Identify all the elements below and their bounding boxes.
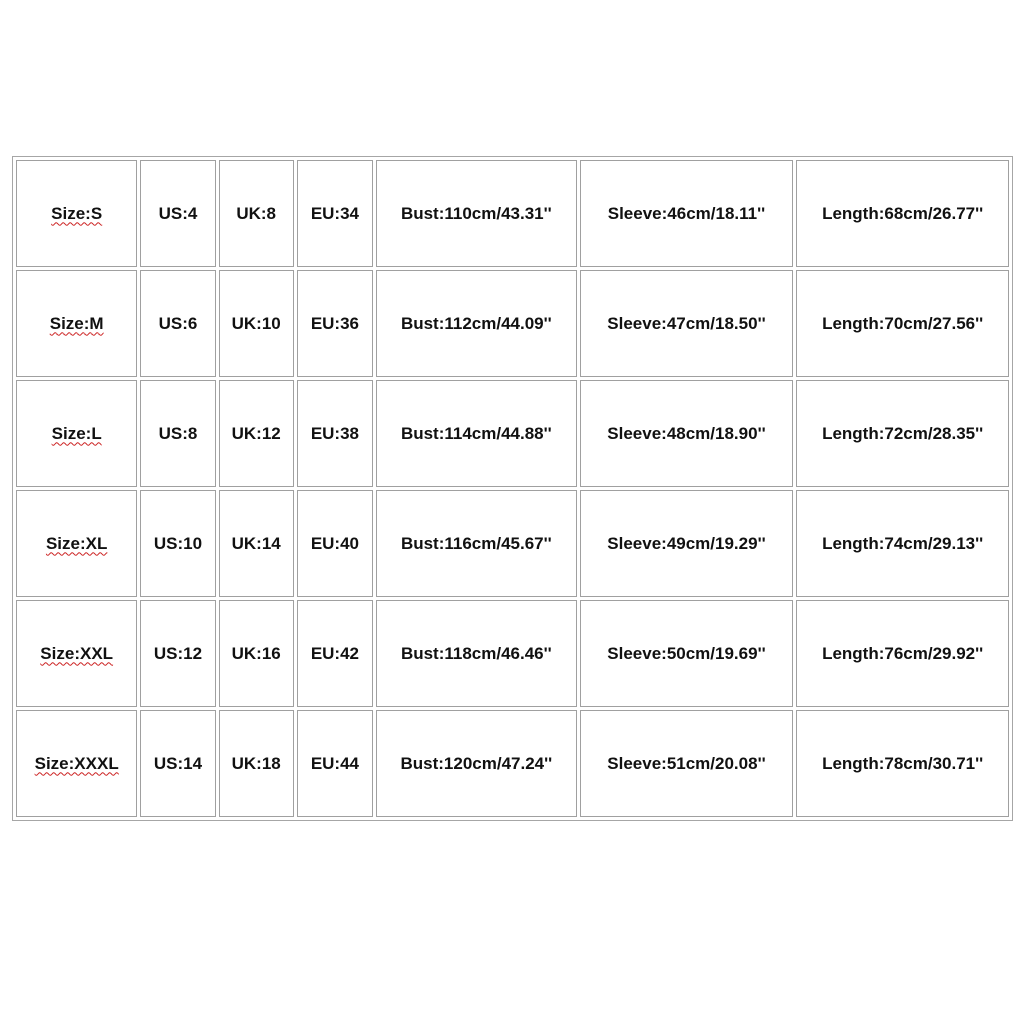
uk-size-cell: UK:16 bbox=[219, 600, 294, 707]
uk-size-cell: UK:10 bbox=[219, 270, 294, 377]
size-label: Size:S bbox=[51, 203, 103, 223]
size-label: Size:XXXL bbox=[34, 753, 119, 773]
size-cell bbox=[16, 600, 137, 707]
eu-size-cell: EU:40 bbox=[297, 490, 373, 597]
bust-cell: Bust:118cm/46.46'' bbox=[376, 600, 577, 707]
us-size-cell: US:10 bbox=[140, 490, 215, 597]
sleeve-cell: Sleeve:51cm/20.08'' bbox=[580, 710, 794, 817]
uk-size-cell: UK:18 bbox=[219, 710, 294, 817]
bust-cell: Bust:114cm/44.88'' bbox=[376, 380, 577, 487]
size-cell bbox=[16, 710, 137, 817]
eu-size-cell: EU:34 bbox=[297, 160, 373, 267]
size-label: Size:XL bbox=[45, 533, 108, 553]
us-size-cell: US:8 bbox=[140, 380, 215, 487]
uk-size-cell: UK:14 bbox=[219, 490, 294, 597]
sleeve-cell: Sleeve:48cm/18.90'' bbox=[580, 380, 794, 487]
us-size-cell: US:4 bbox=[140, 160, 215, 267]
size-chart-table bbox=[12, 156, 1013, 821]
size-label: Size:XXL bbox=[40, 643, 114, 663]
bust-cell: Bust:116cm/45.67'' bbox=[376, 490, 577, 597]
length-cell: Length:68cm/26.77'' bbox=[796, 160, 1009, 267]
size-cell bbox=[16, 490, 137, 597]
us-size-cell: US:6 bbox=[140, 270, 215, 377]
size-cell bbox=[16, 160, 137, 267]
size-label: Size:M bbox=[49, 313, 104, 333]
table-row bbox=[16, 270, 1009, 377]
length-cell: Length:78cm/30.71'' bbox=[796, 710, 1009, 817]
sleeve-cell: Sleeve:49cm/19.29'' bbox=[580, 490, 794, 597]
table-row bbox=[16, 710, 1009, 817]
size-cell bbox=[16, 380, 137, 487]
table-row bbox=[16, 160, 1009, 267]
bust-cell: Bust:110cm/43.31'' bbox=[376, 160, 577, 267]
size-label: Size:L bbox=[51, 423, 102, 443]
bust-cell: Bust:112cm/44.09'' bbox=[376, 270, 577, 377]
length-cell: Length:76cm/29.92'' bbox=[796, 600, 1009, 707]
eu-size-cell: EU:36 bbox=[297, 270, 373, 377]
us-size-cell: US:12 bbox=[140, 600, 215, 707]
eu-size-cell: EU:42 bbox=[297, 600, 373, 707]
eu-size-cell: EU:44 bbox=[297, 710, 373, 817]
length-cell: Length:74cm/29.13'' bbox=[796, 490, 1009, 597]
length-cell: Length:70cm/27.56'' bbox=[796, 270, 1009, 377]
size-cell bbox=[16, 270, 137, 377]
table-row bbox=[16, 380, 1009, 487]
us-size-cell: US:14 bbox=[140, 710, 215, 817]
table-row bbox=[16, 600, 1009, 707]
bust-cell: Bust:120cm/47.24'' bbox=[376, 710, 577, 817]
uk-size-cell: UK:8 bbox=[219, 160, 294, 267]
sleeve-cell: Sleeve:47cm/18.50'' bbox=[580, 270, 794, 377]
eu-size-cell: EU:38 bbox=[297, 380, 373, 487]
length-cell: Length:72cm/28.35'' bbox=[796, 380, 1009, 487]
uk-size-cell: UK:12 bbox=[219, 380, 294, 487]
sleeve-cell: Sleeve:46cm/18.11'' bbox=[580, 160, 794, 267]
sleeve-cell: Sleeve:50cm/19.69'' bbox=[580, 600, 794, 707]
table-row bbox=[16, 490, 1009, 597]
